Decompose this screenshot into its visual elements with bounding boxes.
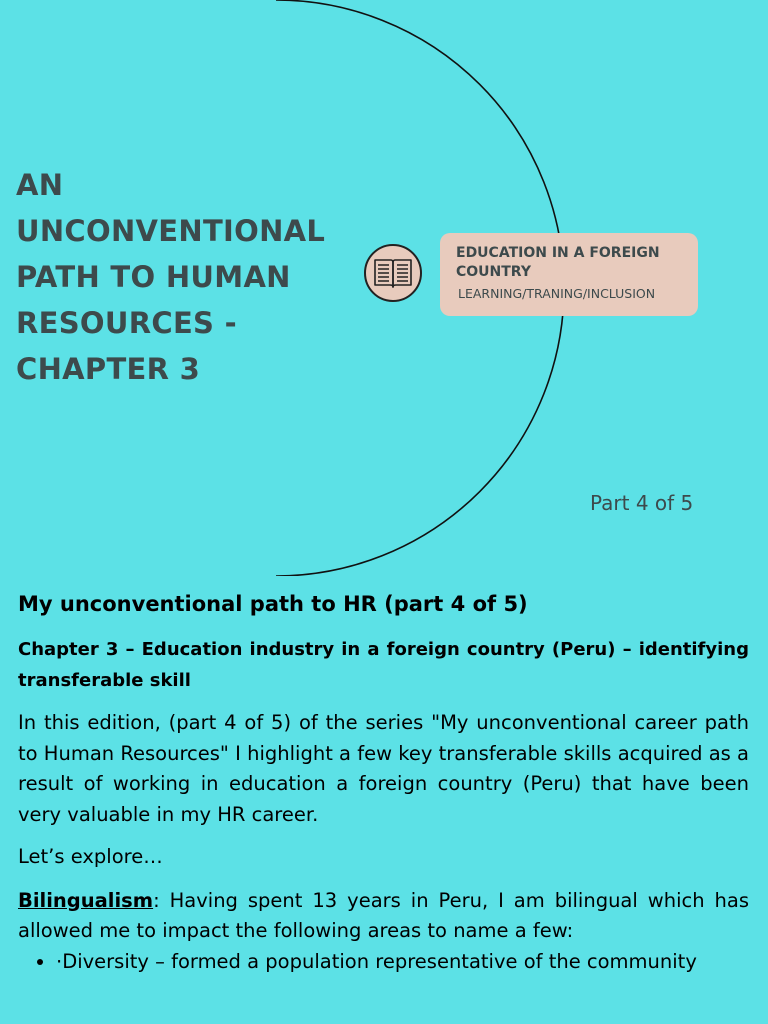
book-badge bbox=[364, 244, 422, 302]
article-body bbox=[18, 588, 749, 977]
topic-tag bbox=[440, 233, 698, 316]
main-title-line: UNCONVENTIONAL bbox=[16, 214, 326, 248]
explore-paragraph: Let’s explore… bbox=[18, 845, 163, 868]
topic-tag-title: EDUCATION IN A FOREIGN COUNTRY bbox=[456, 245, 660, 280]
main-title-line: CHAPTER 3 bbox=[16, 352, 201, 386]
article-subtitle: Chapter 3 – Education industry in a foreign country (Peru) – identifying transferable skill bbox=[18, 639, 749, 691]
bilingualism-paragraph bbox=[18, 886, 749, 947]
main-title-line: RESOURCES - bbox=[16, 306, 237, 340]
article-title: My unconventional path to HR (part 4 of 5) bbox=[18, 592, 528, 616]
topic-tag-subtitle: LEARNING/TRANING/INCLUSION bbox=[458, 286, 656, 301]
open-book-icon bbox=[373, 256, 413, 290]
intro-paragraph: In this edition, (part 4 of 5) of the series "My unconventional career path to Human Resources" I highlight a few key transferable skills acquired as a result of working in education a foreign country (Peru) that have been very valuable in my HR career. bbox=[18, 711, 749, 826]
list-item: • ·Diversity – formed a population representative of the community bbox=[56, 947, 749, 978]
bilingualism-term: Bilingualism bbox=[18, 888, 154, 912]
main-title-line: PATH TO HUMAN bbox=[16, 260, 291, 294]
bullet-list bbox=[18, 947, 749, 978]
main-title bbox=[16, 162, 356, 392]
bilingualism-text: : Having spent 13 years in Peru, I am bilingual which has allowed me to impact the following areas to name a few: bbox=[18, 888, 749, 942]
main-title-line: AN bbox=[16, 168, 64, 202]
part-label: Part 4 of 5 bbox=[590, 491, 694, 515]
